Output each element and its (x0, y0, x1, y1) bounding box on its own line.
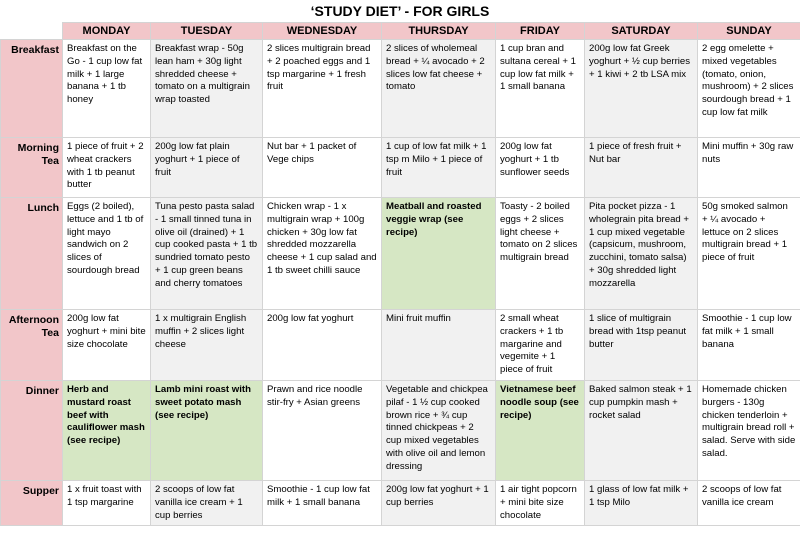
meal-row-lunch (1, 198, 800, 310)
cell-breakfast-monday: Breakfast on the Go - 1 cup low fat milk + 1 large banana + 1 tb honey (63, 40, 151, 138)
cell-dinner-saturday: Baked salmon steak + 1 cup pumpkin mash + rocket salad (585, 381, 698, 481)
meal-plan-table (0, 22, 800, 526)
meal-label-supper: Supper (1, 481, 63, 526)
cell-morning-tea-wednesday: Nut bar + 1 packet of Vege chips (263, 138, 382, 198)
day-header-wednesday: WEDNESDAY (263, 23, 382, 40)
day-header-sunday: SUNDAY (698, 23, 800, 40)
cell-breakfast-saturday: 200g low fat Greek yoghurt + ½ cup berries + 1 kiwi + 2 tb LSA mix (585, 40, 698, 138)
cell-supper-tuesday: 2 scoops of low fat vanilla ice cream + 1 cup berries (151, 481, 263, 526)
meal-row-breakfast (1, 40, 800, 138)
cell-supper-sunday: 2 scoops of low fat vanilla ice cream (698, 481, 800, 526)
cell-breakfast-tuesday: Breakfast wrap - 50g lean ham + 30g light shredded cheese + tomato on a multigrain wrap toasted (151, 40, 263, 138)
cell-morning-tea-saturday: 1 piece of fresh fruit + Nut bar (585, 138, 698, 198)
meal-label-afternoon-tea: Afternoon Tea (1, 310, 63, 381)
day-header-monday: MONDAY (63, 23, 151, 40)
day-header-tuesday: TUESDAY (151, 23, 263, 40)
cell-dinner-tuesday: Lamb mini roast with sweet potato mash (see recipe) (151, 381, 263, 481)
cell-morning-tea-sunday: Mini muffin + 30g raw nuts (698, 138, 800, 198)
meal-row-dinner (1, 381, 800, 481)
cell-afternoon-tea-saturday: 1 slice of multigrain bread with 1tsp peanut butter (585, 310, 698, 381)
day-header-friday: FRIDAY (496, 23, 585, 40)
cell-morning-tea-thursday: 1 cup of low fat milk + 1 tsp m Milo + 1 piece of fruit (382, 138, 496, 198)
cell-breakfast-thursday: 2 slices of wholemeal bread + ¼ avocado + 2 slices low fat cheese + tomato (382, 40, 496, 138)
cell-dinner-friday: Vietnamese beef noodle soup (see recipe) (496, 381, 585, 481)
cell-afternoon-tea-wednesday: 200g low fat yoghurt (263, 310, 382, 381)
cell-lunch-sunday: 50g smoked salmon + ¼ avocado + lettuce on 2 slices multigrain bread + 1 piece of fruit (698, 198, 800, 310)
day-header-thursday: THURSDAY (382, 23, 496, 40)
cell-dinner-wednesday: Prawn and rice noodle stir-fry + Asian greens (263, 381, 382, 481)
cell-supper-wednesday: Smoothie - 1 cup low fat milk + 1 small banana (263, 481, 382, 526)
day-header-saturday: SATURDAY (585, 23, 698, 40)
cell-lunch-monday: Eggs (2 boiled), lettuce and 1 tb of light mayo sandwich on 2 slices of sourdough bread (63, 198, 151, 310)
cell-morning-tea-monday: 1 piece of fruit + 2 wheat crackers with 1 tb peanut butter (63, 138, 151, 198)
cell-morning-tea-friday: 200g low fat yoghurt + 1 tb sunflower seeds (496, 138, 585, 198)
cell-afternoon-tea-thursday: Mini fruit muffin (382, 310, 496, 381)
cell-dinner-sunday: Homemade chicken burgers - 130g chicken tenderloin + multigrain bread roll + salad. Serve with side salad. (698, 381, 800, 481)
meal-label-morning-tea: Morning Tea (1, 138, 63, 198)
cell-afternoon-tea-monday: 200g low fat yoghurt + mini bite size chocolate (63, 310, 151, 381)
day-header-row (1, 23, 800, 40)
cell-supper-monday: 1 x fruit toast with 1 tsp margarine (63, 481, 151, 526)
cell-supper-friday: 1 air tight popcorn + mini bite size chocolate (496, 481, 585, 526)
page-title: ‘STUDY DIET’ - FOR GIRLS (310, 3, 490, 19)
meal-row-supper (1, 481, 800, 526)
cell-supper-thursday: 200g low fat yoghurt + 1 cup berries (382, 481, 496, 526)
cell-afternoon-tea-sunday: Smoothie - 1 cup low fat milk + 1 small banana (698, 310, 800, 381)
meal-label-lunch: Lunch (1, 198, 63, 310)
meal-label-dinner: Dinner (1, 381, 63, 481)
meal-row-afternoon-tea (1, 310, 800, 381)
cell-dinner-monday: Herb and mustard roast beef with cauliflower mash (see recipe) (63, 381, 151, 481)
cell-lunch-thursday: Meatball and roasted veggie wrap (see recipe) (382, 198, 496, 310)
cell-afternoon-tea-tuesday: 1 x multigrain English muffin + 2 slices light cheese (151, 310, 263, 381)
cell-breakfast-sunday: 2 egg omelette + mixed vegetables (tomato, onion, mushroom) + 2 slices sourdough bread + 1 cup low fat milk (698, 40, 800, 138)
cell-lunch-saturday: Pita pocket pizza - 1 wholegrain pita bread + 1 cup mixed vegetable (capsicum, mushroom, zucchini, tomato salsa) + 30g shredded light mozzarella (585, 198, 698, 310)
cell-breakfast-friday: 1 cup bran and sultana cereal + 1 cup low fat milk + 1 small banana (496, 40, 585, 138)
cell-lunch-wednesday: Chicken wrap - 1 x multigrain wrap + 100g chicken + 30g low fat shredded mozzarella cheese + 1 cup salad and 1 tb sweet chilli sauce (263, 198, 382, 310)
cell-lunch-tuesday: Tuna pesto pasta salad - 1 small tinned tuna in olive oil (drained) + 1 cup cooked pasta + 1 tb sundried tomato pesto + 1 cup green beans and cherry tomatoes (151, 198, 263, 310)
meal-row-morning-tea (1, 138, 800, 198)
cell-lunch-friday: Toasty - 2 boiled eggs + 2 slices light cheese + tomato on 2 slices multigrain bread (496, 198, 585, 310)
corner-cell (1, 23, 63, 40)
cell-dinner-thursday: Vegetable and chickpea pilaf - 1 ½ cup cooked brown rice + ¾ cup tinned chickpeas + 2 cup mixed vegetables with olive oil and lemon dressing (382, 381, 496, 481)
cell-supper-saturday: 1 glass of low fat milk + 1 tsp Milo (585, 481, 698, 526)
cell-afternoon-tea-friday: 2 small wheat crackers + 1 tb margarine and vegemite + 1 piece of fruit (496, 310, 585, 381)
meal-label-breakfast: Breakfast (1, 40, 63, 138)
cell-morning-tea-tuesday: 200g low fat plain yoghurt + 1 piece of fruit (151, 138, 263, 198)
cell-breakfast-wednesday: 2 slices multigrain bread + 2 poached eggs and 1 tsp margarine + 1 fresh fruit (263, 40, 382, 138)
